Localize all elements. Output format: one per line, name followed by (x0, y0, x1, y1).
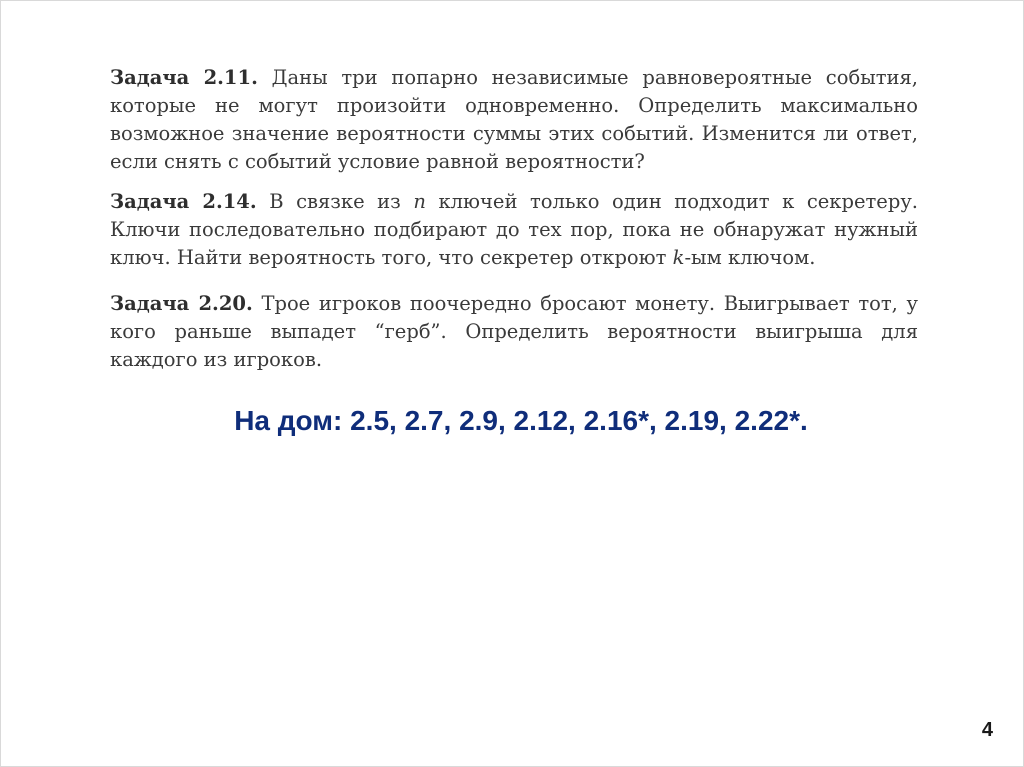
problem-title: Задача 2.14. (110, 190, 257, 213)
variable-k: k (672, 246, 685, 269)
problem-text-part: -ым ключом. (684, 246, 816, 269)
problem-2-14 (110, 188, 918, 272)
page-number: 4 (981, 719, 993, 741)
problem-2-11 (110, 64, 918, 176)
problem-2-20 (110, 290, 918, 374)
problem-text: Даны три попарно независимые равновероятные события, которые не могут произойти одновременно. Определить максимально возможное значение вероятности суммы этих событий. Изменится ли ответ, если снять с событий условие равной вероятности? (110, 66, 919, 173)
problem-text: Трое игроков поочередно бросают монету. Выигрывает тот, у кого раньше выпадет “герб”. Определить вероятности выигрыша для каждого из игроков. (110, 292, 919, 371)
problem-text-part: В связке из (269, 190, 401, 213)
problem-title: Задача 2.11. (110, 66, 258, 89)
homework-assignment: На дом: 2.5, 2.7, 2.9, 2.12, 2.16*, 2.19, 2.22*. (234, 405, 808, 436)
problem-title: Задача 2.20. (110, 292, 253, 315)
variable-n: n (413, 190, 426, 213)
problem-text-part: ключей только один подходит к секретеру. Ключи последовательно подбирают до тех пор, пока не обнаружат нужный ключ. Найти вероятность того, что секретер откроют (110, 190, 918, 269)
